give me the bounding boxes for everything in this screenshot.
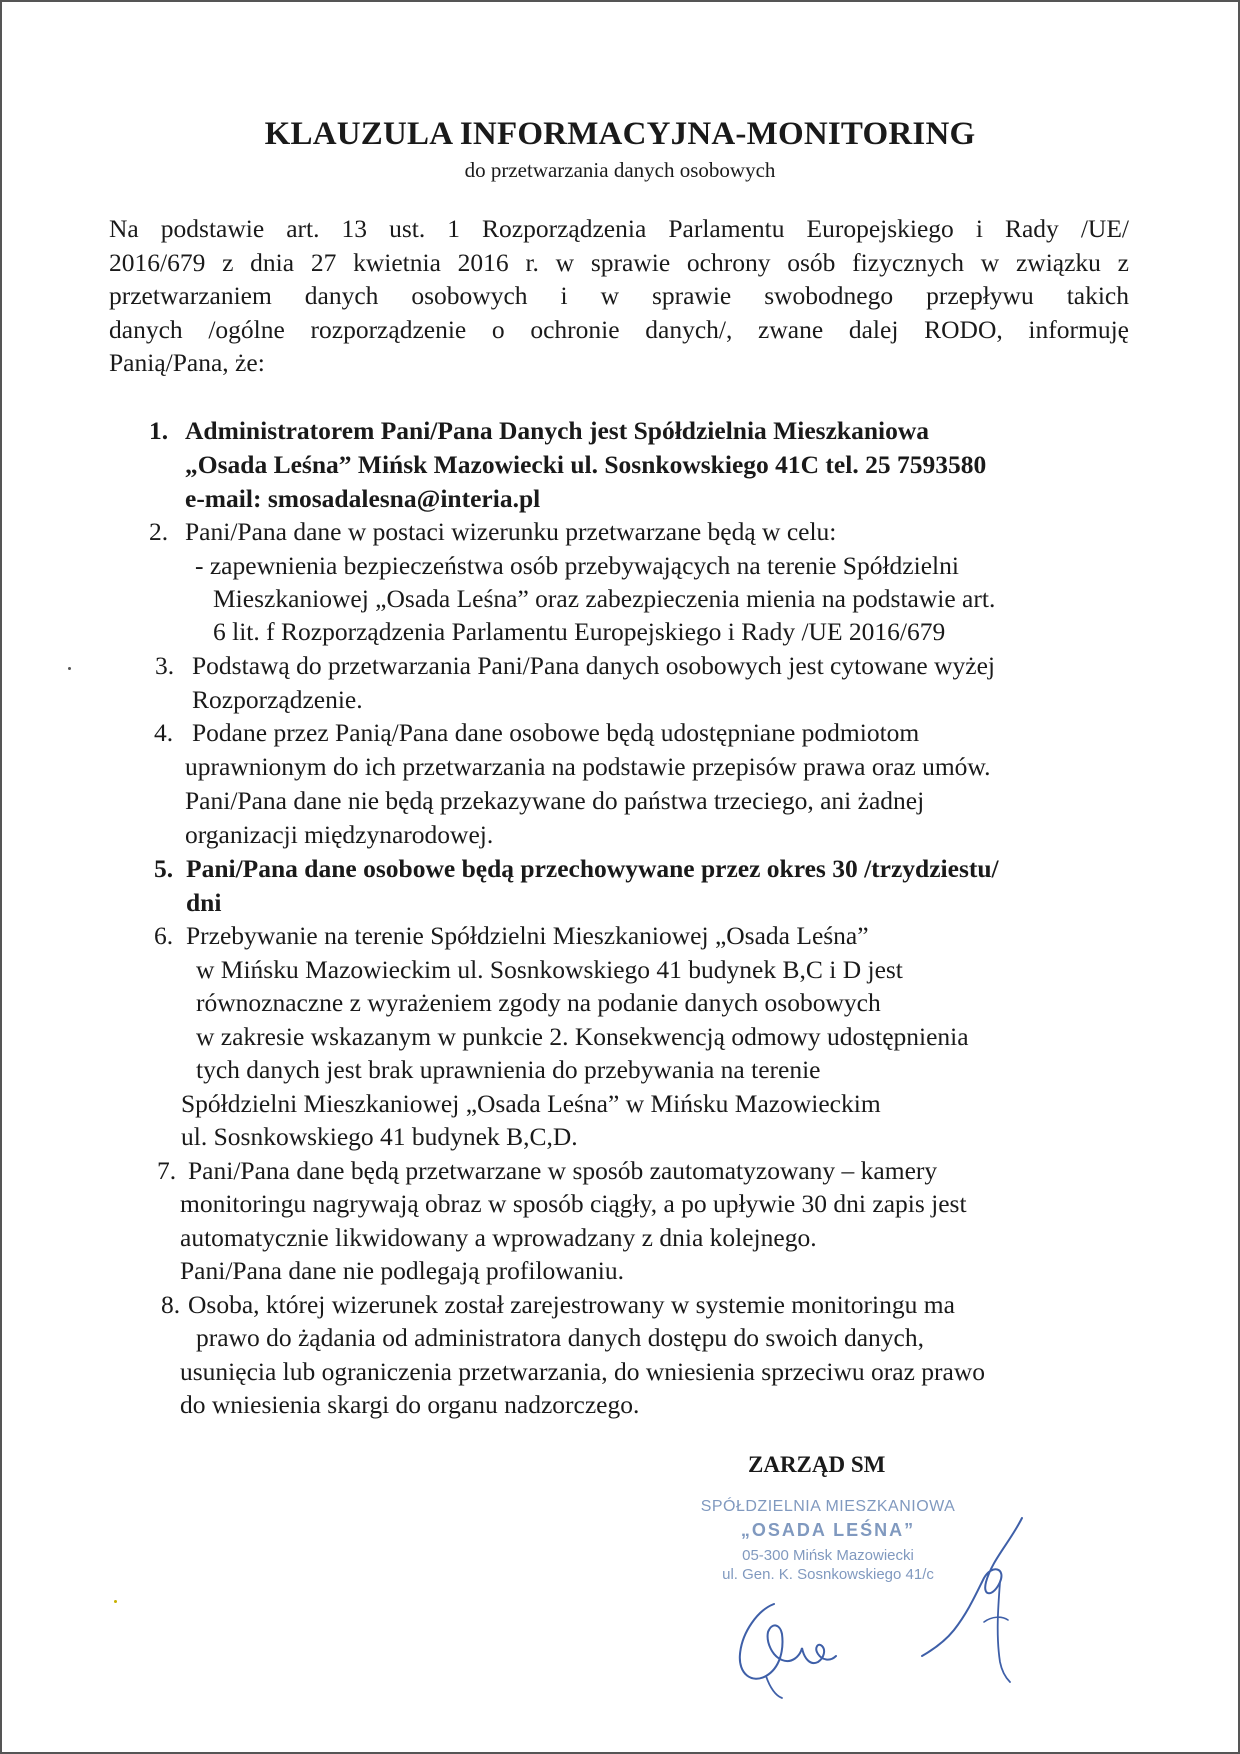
intro-line: 2016/679 z dnia 27 kwietnia 2016 r. w sprawie ochrony osób fizycznych w związku z — [109, 247, 1129, 277]
item-4-line: uprawnionym do ich przetwarzania na podstawie przepisów prawa oraz umów. — [185, 752, 991, 781]
item-8-line: Osoba, której wizerunek został zarejestrowany w systemie monitoringu ma — [188, 1290, 955, 1319]
item-4-line: organizacji międzynarodowej. — [185, 820, 494, 849]
item-4-line: Podane przez Panią/Pana dane osobowe będą udostępniane podmiotom — [192, 718, 920, 747]
stamp-line: ul. Gen. K. Sosnkowskiego 41/c — [722, 1566, 934, 1583]
item-7-line: Pani/Pana dane nie podlegają profilowaniu. — [180, 1256, 624, 1285]
document-subtitle: do przetwarzania danych osobowych — [464, 158, 776, 182]
item-6-line: Spółdzielni Mieszkaniowej „Osada Leśna” w Mińsku Mazowieckim — [181, 1089, 881, 1118]
item-6-line: Przebywanie na terenie Spółdzielni Mieszkaniowej „Osada Leśna” — [186, 921, 869, 950]
item-5-line: dni — [186, 888, 222, 917]
item-1-line: „Osada Leśna” Mińsk Mazowiecki ul. Sosnkowskiego 41C tel. 25 7593580 — [185, 450, 987, 479]
intro-line: przetwarzaniem danych osobowych i w sprawie swobodnego przepływu takich — [109, 281, 1129, 310]
item-3-line: Podstawą do przetwarzania Pani/Pana danych osobowych jest cytowane wyżej — [192, 651, 996, 680]
item-8-line: prawo do żądania od administratora danych dostępu do swoich danych, — [196, 1323, 924, 1352]
intro-line: Na podstawie art. 13 ust. 1 Rozporządzenia Parlamentu Europejskiego i Rady /UE/ — [109, 214, 1129, 243]
stamp-line: 05-300 Mińsk Mazowiecki — [742, 1547, 914, 1564]
item-8-number: 8. — [161, 1290, 181, 1319]
item-6-number: 6. — [154, 921, 174, 950]
stamp-line: „OSADA LEŚNA” — [740, 1520, 916, 1540]
handwritten-signature-right — [902, 1512, 1042, 1692]
item-7-number: 7. — [157, 1156, 177, 1185]
item-5-line: Pani/Pana dane osobowe będą przechowywane przez okres 30 /trzydziestu/ — [186, 854, 999, 883]
item-1-number: 1. — [149, 416, 169, 445]
item-6-line: w zakresie wskazanym w punkcie 2. Konsekwencją odmowy udostępnienia — [196, 1022, 969, 1051]
item-6-line: równoznaczne z wyrażeniem zgody na podanie danych osobowych — [196, 988, 881, 1017]
item-6-line: w Mińsku Mazowieckim ul. Sosnkowskiego 41 budynek B,C i D jest — [196, 955, 903, 984]
item-2-number: 2. — [149, 517, 169, 546]
intro-paragraph — [109, 212, 1129, 380]
intro-line: danych /ogólne rozporządzenie o ochronie danych/, zwane dalej RODO, informuję — [109, 314, 1129, 344]
handwritten-signature-left — [722, 1592, 872, 1702]
document-title: KLAUZULA INFORMACYJNA-MONITORING — [264, 116, 976, 152]
item-4-number: 4. — [154, 718, 174, 747]
item-7-line: monitoringu nagrywają obraz w sposób ciągły, a po upływie 30 dni zapis jest — [180, 1189, 967, 1218]
stamp-line: SPÓŁDZIELNIA MIESZKANIOWA — [700, 1498, 956, 1515]
item-1-line: e-mail: smosadalesna@interia.pl — [185, 484, 541, 513]
signature-title: ZARZĄD SM — [748, 1452, 886, 1477]
item-6-line: ul. Sosnkowskiego 41 budynek B,C,D. — [181, 1122, 578, 1151]
item-2-line: Pani/Pana dane w postaci wizerunku przetwarzane będą w celu: — [185, 517, 837, 546]
item-7-line: automatycznie likwidowany a wprowadzany z dnia kolejnego. — [180, 1223, 817, 1252]
item-2-line: - zapewnienia bezpieczeństwa osób przebywających na terenie Spółdzielni — [195, 551, 959, 580]
scan-speck — [68, 667, 71, 670]
intro-line: Panią/Pana, że: — [109, 348, 265, 377]
item-2-line: Mieszkaniowej „Osada Leśna” oraz zabezpieczenia mienia na podstawie art. — [213, 584, 996, 613]
item-3-line: Rozporządzenie. — [192, 685, 363, 714]
item-1-line: Administratorem Pani/Pana Danych jest Spółdzielnia Mieszkaniowa — [185, 416, 929, 445]
item-8-line: usunięcia lub ograniczenia przetwarzania, do wniesienia sprzeciwu oraz prawo — [180, 1357, 986, 1386]
item-3-number: 3. — [155, 651, 175, 680]
item-6-line: tych danych jest brak uprawnienia do przebywania na terenie — [196, 1055, 821, 1084]
item-7-line: Pani/Pana dane będą przetwarzane w sposób zautomatyzowany – kamery — [188, 1156, 938, 1185]
item-4-line: Pani/Pana dane nie będą przekazywane do państwa trzeciego, ani żadnej — [185, 786, 925, 815]
item-8-line: do wniesienia skargi do organu nadzorczego. — [180, 1390, 640, 1419]
scan-speck — [114, 1600, 117, 1603]
item-5-number: 5. — [154, 854, 174, 883]
item-2-line: 6 lit. f Rozporządzenia Parlamentu Europejskiego i Rady /UE 2016/679 — [213, 617, 946, 646]
